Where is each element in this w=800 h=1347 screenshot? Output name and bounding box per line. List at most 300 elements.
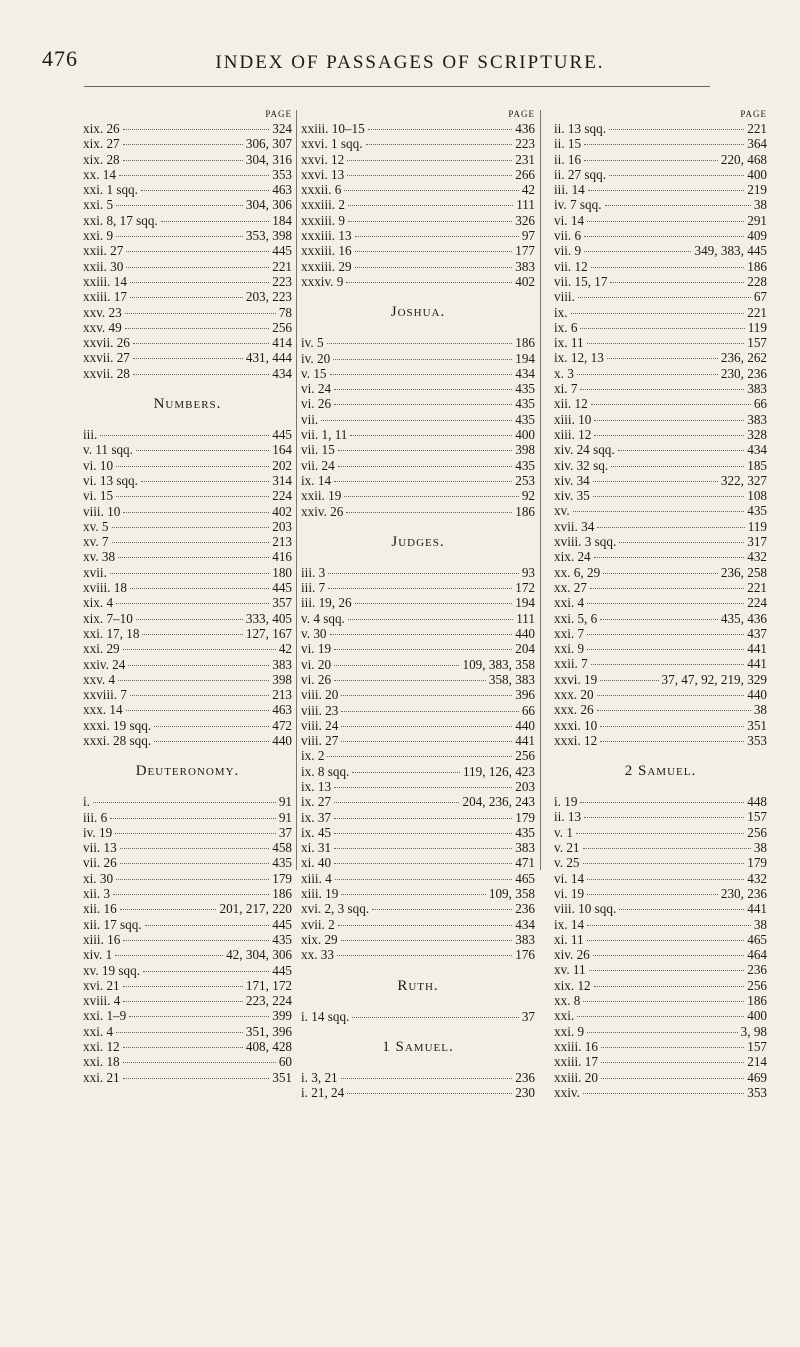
index-entry [301, 381, 535, 396]
index-entry [83, 350, 292, 365]
dot-leader [141, 481, 269, 482]
index-entry [554, 350, 767, 365]
index-entry [301, 657, 535, 672]
index-entry [83, 228, 292, 243]
page-reference: 383 [515, 931, 535, 947]
dot-leader [115, 955, 223, 956]
index-entry [83, 534, 292, 549]
page-reference: 111 [516, 197, 535, 213]
passage-reference: v. 4 sqq. [301, 610, 345, 626]
index-entry [83, 947, 292, 962]
passage-reference: iii. 7 [301, 580, 326, 596]
page-reference: 400 [515, 427, 535, 443]
index-entry [554, 580, 767, 595]
passage-reference: xxxi. 12 [554, 732, 598, 748]
index-entry [301, 886, 535, 901]
index-entry [554, 840, 767, 855]
page-reference: 432 [747, 549, 767, 565]
column-separator [540, 110, 541, 870]
page-reference: 253 [515, 472, 535, 488]
dot-leader [584, 144, 744, 145]
page-reference: 66 [521, 702, 535, 718]
passage-reference: xix. 27 [83, 136, 120, 152]
page-reference: 42, 304, 306 [226, 947, 292, 963]
passage-reference: ii. 27 sqq. [554, 166, 607, 182]
index-entry [83, 197, 292, 212]
page-reference: 3, 98 [740, 1023, 767, 1039]
page-reference: 236 [747, 962, 767, 978]
passage-reference: xxiii. 17 [83, 289, 127, 305]
passage-reference: vii. 24 [301, 457, 335, 473]
dot-leader [594, 557, 745, 558]
passage-reference: xxi. 9 [554, 1023, 585, 1039]
page-reference: 435 [515, 457, 535, 473]
dot-leader [619, 909, 744, 910]
page-reference: 357 [272, 595, 292, 611]
dot-leader [584, 160, 718, 161]
dot-leader [334, 649, 512, 650]
passage-reference: viii. 20 [301, 687, 339, 703]
index-entry [301, 488, 535, 503]
dot-leader [116, 205, 243, 206]
dot-leader [334, 404, 512, 405]
index-entry [554, 152, 767, 167]
dot-leader [154, 741, 269, 742]
page-reference: 224 [747, 595, 767, 611]
passage-reference: iii. 19, 26 [301, 595, 352, 611]
index-entry [83, 595, 292, 610]
page-reference: 441 [747, 656, 767, 672]
index-entry [301, 917, 535, 932]
dot-leader [142, 634, 242, 635]
index-entry [83, 274, 292, 289]
page-reference: 42 [278, 641, 292, 657]
dot-leader [587, 634, 744, 635]
page-reference: 399 [272, 1008, 292, 1024]
page-reference: 353 [747, 1084, 767, 1100]
dot-leader [347, 1093, 512, 1094]
index-entry [301, 672, 535, 687]
dot-leader [587, 343, 745, 344]
index-entry [554, 794, 767, 809]
page-reference: 440 [515, 626, 535, 642]
page-reference: 396 [515, 687, 535, 703]
passage-reference: xix. 12 [554, 977, 591, 993]
dot-leader [115, 833, 276, 834]
index-entry [83, 963, 292, 978]
index-entry [83, 320, 292, 335]
dot-leader [583, 848, 751, 849]
index-entry [301, 764, 535, 779]
page-reference: 186 [515, 503, 535, 519]
index-entry [301, 641, 535, 656]
passage-reference: ix. 11 [554, 335, 584, 351]
page-reference: 38 [753, 916, 767, 932]
dot-leader [366, 144, 513, 145]
passage-reference: xxviii. 7 [83, 687, 127, 703]
dot-leader [583, 1001, 744, 1002]
passage-reference: xiii. 4 [301, 870, 332, 886]
passage-reference: viii. 27 [301, 733, 339, 749]
dot-leader [609, 175, 744, 176]
passage-reference: xxi. 4 [554, 595, 585, 611]
index-entry [83, 626, 292, 641]
passage-reference: xiv. 34 [554, 472, 590, 488]
dot-leader [601, 1078, 744, 1079]
page-reference: 445 [272, 243, 292, 259]
dot-leader [591, 267, 745, 268]
passage-reference: xxi. 7 [554, 625, 585, 641]
index-entry [83, 136, 292, 151]
dot-leader [335, 879, 512, 880]
page-reference: 441 [515, 733, 535, 749]
dot-leader [347, 160, 512, 161]
page-reference: 358, 383 [488, 671, 535, 687]
page-reference: 223, 224 [245, 993, 292, 1009]
page-reference: 436 [515, 121, 535, 136]
page-reference: 157 [747, 335, 767, 351]
page-reference: 322, 327 [720, 472, 767, 488]
dot-leader [580, 802, 744, 803]
passage-reference: xxxiii. 9 [301, 212, 345, 228]
passage-reference: iv. 7 sqq. [554, 197, 602, 213]
column-separator [296, 110, 297, 870]
index-entry [554, 335, 767, 350]
running-title: INDEX OF PASSAGES OF SCRIPTURE. [215, 52, 605, 73]
page-reference: 37, 47, 92, 219, 329 [661, 671, 767, 687]
index-entry [83, 213, 292, 228]
passage-reference: xxiii. 17 [554, 1054, 598, 1070]
index-entry [554, 458, 767, 473]
page-reference: 220, 468 [720, 151, 767, 167]
passage-reference: xviii. 4 [83, 993, 121, 1009]
passage-reference: iii. 3 [301, 564, 326, 580]
page-reference: 204, 236, 243 [462, 794, 535, 810]
passage-reference: xxiv. 24 [83, 656, 126, 672]
index-entry [301, 1070, 535, 1085]
page-reference: 91 [278, 809, 292, 825]
index-entry [83, 305, 292, 320]
index-entry [554, 611, 767, 626]
page-reference: 437 [747, 625, 767, 641]
passage-reference: ix. 2 [301, 748, 325, 764]
passage-reference: xiv. 26 [554, 947, 590, 963]
passage-reference: vii. [301, 411, 319, 427]
index-entry [554, 917, 767, 932]
page-reference: 185 [747, 457, 767, 473]
dot-leader [587, 221, 744, 222]
page-reference: 383 [747, 411, 767, 427]
passage-reference: xxi. 1–9 [83, 1008, 127, 1024]
passage-reference: v. 30 [301, 626, 327, 642]
index-entry [554, 289, 767, 304]
page-reference: 108 [747, 488, 767, 504]
dot-leader [133, 358, 243, 359]
passage-reference: i. 14 sqq. [301, 1008, 350, 1024]
index-entry [83, 549, 292, 564]
passage-reference: vi. 15 [83, 488, 114, 504]
passage-reference: xxxiv. 9 [301, 273, 344, 289]
page-reference: 465 [747, 931, 767, 947]
dot-leader [123, 1001, 242, 1002]
dot-leader [113, 894, 269, 895]
index-entry [554, 1070, 767, 1085]
dot-leader [328, 573, 519, 574]
index-entry [301, 427, 535, 442]
page-reference: 324 [272, 121, 292, 136]
passage-reference: vi. 13 sqq. [83, 472, 138, 488]
index-entry [301, 947, 535, 962]
dot-leader [347, 175, 512, 176]
index-entry [301, 733, 535, 748]
page-reference: 349, 383, 445 [694, 243, 767, 259]
passage-reference: xxi. 9 [554, 641, 585, 657]
index-entry [301, 412, 535, 427]
passage-reference: v. 11 sqq. [83, 442, 133, 458]
passage-reference: xxxiii. 16 [301, 243, 352, 259]
book-heading: Joshua. [390, 304, 446, 321]
page-reference: 409 [747, 228, 767, 244]
dot-leader [338, 450, 513, 451]
dot-leader [584, 236, 744, 237]
index-entry [301, 901, 535, 916]
dot-leader [116, 496, 269, 497]
dot-leader [334, 680, 486, 681]
index-entry [83, 672, 292, 687]
passage-reference: xv. 11 [554, 962, 586, 978]
index-entry [554, 305, 767, 320]
page-reference: 434 [515, 365, 535, 381]
page-reference: 236, 262 [720, 350, 767, 366]
index-entry [83, 1008, 292, 1023]
page-reference: 445 [272, 580, 292, 596]
dot-leader [593, 496, 744, 497]
dot-leader [587, 925, 751, 926]
passage-reference: ii. 16 [554, 151, 582, 167]
page-reference: 435 [515, 824, 535, 840]
index-column-3 [554, 108, 767, 1100]
page-reference: 202 [272, 457, 292, 473]
book-heading: 1 Samuel. [382, 1038, 454, 1055]
dot-leader [341, 726, 512, 727]
book-heading: Ruth. [397, 977, 439, 994]
dot-leader [123, 940, 269, 941]
page-reference: 435 [515, 396, 535, 412]
dot-leader [330, 634, 513, 635]
index-entry [83, 259, 292, 274]
dot-leader [333, 359, 512, 360]
passage-reference: xiv. 35 [554, 488, 590, 504]
page-reference: 67 [753, 289, 767, 305]
index-entry [554, 549, 767, 564]
passage-reference: iv. 19 [83, 824, 113, 840]
book-heading: Judges. [391, 533, 445, 550]
page-reference: 445 [272, 916, 292, 932]
page-reference: 256 [747, 977, 767, 993]
index-entry [83, 1039, 292, 1054]
passage-reference: xx. 6, 29 [554, 564, 601, 580]
passage-reference: vi. 26 [301, 396, 332, 412]
dot-leader [341, 711, 518, 712]
index-entry [554, 274, 767, 289]
page-reference: 186 [515, 335, 535, 351]
passage-reference: xii. 17 sqq. [83, 916, 142, 932]
dot-leader [578, 297, 751, 298]
dot-leader [346, 282, 512, 283]
index-entry [83, 978, 292, 993]
page-reference: 93 [521, 564, 535, 580]
index-entry [301, 274, 535, 289]
dot-leader [123, 1047, 243, 1048]
dot-leader [600, 680, 658, 681]
dot-leader [593, 481, 718, 482]
page-reference: 414 [272, 335, 292, 351]
passage-reference: xiv. 24 sqq. [554, 442, 615, 458]
index-entry [83, 641, 292, 656]
dot-leader [597, 695, 745, 696]
passage-reference: xxxiii. 13 [301, 228, 352, 244]
passage-reference: iii. 6 [83, 809, 108, 825]
page-reference: 314 [272, 472, 292, 488]
passage-reference: ix. 13 [301, 778, 332, 794]
passage-reference: xi. 7 [554, 381, 578, 397]
passage-reference: viii. 24 [301, 717, 339, 733]
passage-reference: xix. 28 [83, 151, 120, 167]
passage-reference: ii. 15 [554, 136, 582, 152]
dot-leader [334, 389, 512, 390]
dot-leader [352, 772, 460, 773]
dot-leader [123, 986, 243, 987]
page-reference: 441 [747, 641, 767, 657]
page-reference: 219 [747, 182, 767, 198]
passage-reference: ix. 37 [301, 809, 332, 825]
header-rule [84, 86, 710, 87]
index-entry [83, 1024, 292, 1039]
dot-leader [123, 144, 243, 145]
index-entry [301, 595, 535, 610]
index-entry [554, 366, 767, 381]
index-entry [83, 473, 292, 488]
index-entry [554, 396, 767, 411]
dot-leader [584, 251, 691, 252]
page-reference: 38 [753, 840, 767, 856]
page-reference: 180 [272, 564, 292, 580]
index-entry [301, 458, 535, 473]
dot-leader [601, 1047, 744, 1048]
dot-leader [130, 588, 269, 589]
index-entry [301, 565, 535, 580]
page-reference: 176 [515, 947, 535, 963]
index-entry [554, 473, 767, 488]
index-entry [554, 243, 767, 258]
page-reference: 164 [272, 442, 292, 458]
dot-leader [341, 695, 512, 696]
passage-reference: xix. 24 [554, 549, 591, 565]
index-entry [83, 810, 292, 825]
index-entry [83, 289, 292, 304]
page-reference: 266 [515, 166, 535, 182]
dot-leader [348, 619, 513, 620]
passage-reference: vi. 14 [554, 870, 585, 886]
page-reference: 213 [272, 534, 292, 550]
dot-leader [110, 818, 276, 819]
dot-leader [611, 466, 744, 467]
passage-reference: xx. 33 [301, 947, 334, 963]
page-reference: 463 [272, 182, 292, 198]
index-entry [554, 136, 767, 151]
page-reference: 201, 217, 220 [219, 901, 292, 917]
page-reference: 326 [515, 212, 535, 228]
passage-reference: xiii. 12 [554, 426, 592, 442]
page-reference: 109, 383, 358 [462, 656, 535, 672]
passage-reference: vi. 24 [301, 381, 332, 397]
index-entry [83, 1070, 292, 1085]
passage-reference: xvii. 34 [554, 518, 595, 534]
page-reference: 398 [272, 671, 292, 687]
index-entry [301, 121, 535, 136]
dot-leader [593, 955, 744, 956]
index-entry [554, 1054, 767, 1069]
page-reference: 445 [272, 427, 292, 443]
dot-leader [600, 741, 744, 742]
page-reference: 435 [747, 503, 767, 519]
book-heading: Numbers. [153, 396, 222, 413]
passage-reference: viii. 23 [301, 702, 339, 718]
dot-leader [583, 863, 745, 864]
dot-leader [348, 221, 512, 222]
index-entry [301, 825, 535, 840]
page-reference: 230 [515, 1085, 535, 1101]
passage-reference: v. 1 [554, 824, 573, 840]
index-entry [83, 718, 292, 733]
dot-leader [334, 787, 512, 788]
dot-leader [123, 1078, 270, 1079]
index-entry [554, 488, 767, 503]
dot-leader [93, 802, 276, 803]
dot-leader [116, 879, 269, 880]
passage-reference: xxx. 20 [554, 686, 594, 702]
dot-leader [136, 450, 269, 451]
passage-reference: xxi. 5, 6 [554, 610, 598, 626]
dot-leader [584, 817, 744, 818]
index-entry [83, 519, 292, 534]
index-entry [301, 259, 535, 274]
index-entry [83, 580, 292, 595]
page-reference: 445 [272, 962, 292, 978]
passage-reference: xxi. 8, 17 sqq. [83, 212, 158, 228]
dot-leader [126, 267, 269, 268]
page-reference: 236, 258 [720, 564, 767, 580]
dot-leader [597, 527, 744, 528]
dot-leader [587, 894, 718, 895]
page-reference: 304, 306 [245, 197, 292, 213]
dot-leader [352, 1017, 518, 1018]
index-entry [554, 519, 767, 534]
index-entry [301, 243, 535, 258]
dot-leader [116, 1032, 243, 1033]
passage-reference: xvii. 2 [301, 916, 335, 932]
index-entry [554, 381, 767, 396]
page-reference: 92 [521, 488, 535, 504]
passage-reference: xix. 4 [83, 595, 114, 611]
page-reference: 230, 236 [720, 365, 767, 381]
index-entry [554, 641, 767, 656]
book-heading: 2 Samuel. [624, 763, 697, 780]
passage-reference: xxiii. 20 [554, 1069, 598, 1085]
dot-leader [119, 175, 269, 176]
passage-reference: vii. 15 [301, 442, 335, 458]
page-reference: 203 [515, 778, 535, 794]
